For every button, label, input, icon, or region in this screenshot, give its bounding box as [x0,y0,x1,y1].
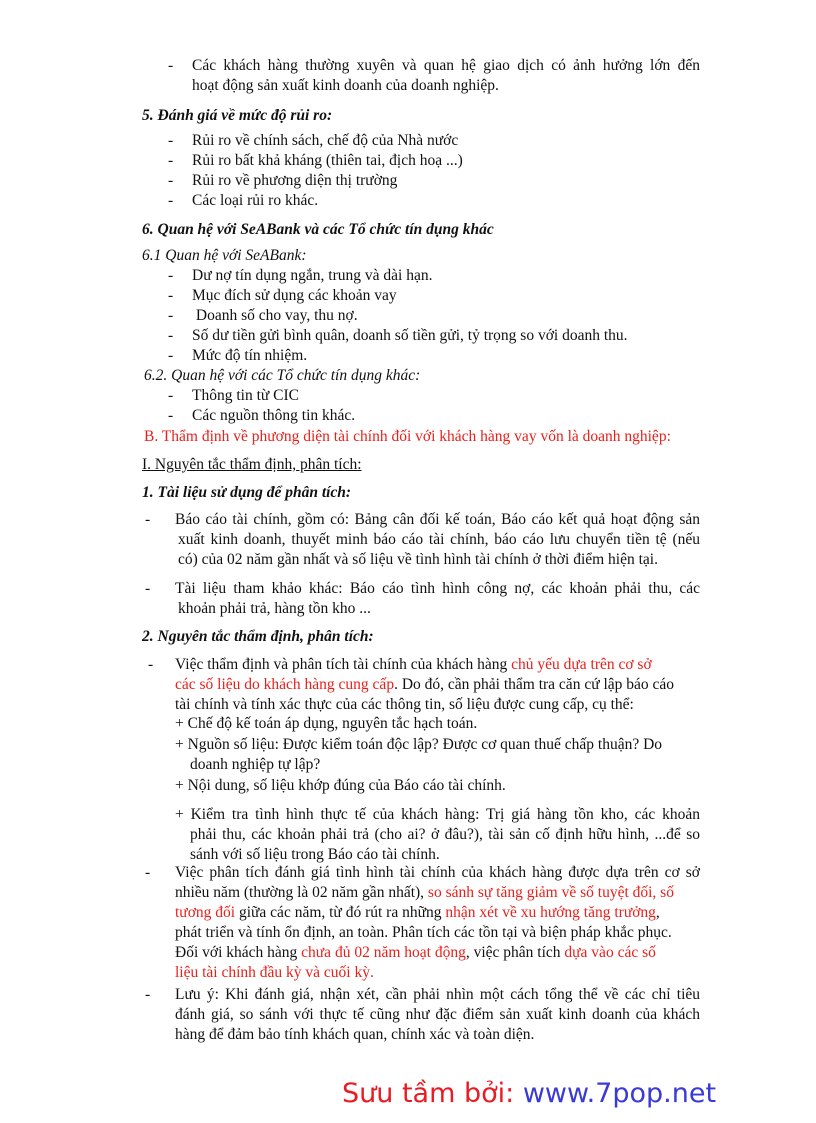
section-5-heading: 5. Đánh giá về mức độ rủi ro: [142,107,333,124]
source-watermark [342,1072,716,1116]
section-6-1-item: Dư nợ tín dụng ngắn, trung và dài hạn. [192,267,433,284]
bullet-dash: - [168,192,174,209]
subsection-1-para-1-line: xuất kinh doanh, thuyết minh báo cáo tài chính, báo cáo lưu chuyển tiền tệ (nếu [178,531,700,548]
bullet-dash: - [168,347,174,364]
section-5-item: Rủi ro bất khả kháng (thiên tai, địch hoạ ...) [192,152,463,169]
subsection-2-para-2-line-1: Việc phân tích đánh giá tình hình tài chính của khách hàng được dựa trên cơ sở [175,864,700,881]
subsection-2-para-3-line-1: Lưu ý: Khi đánh giá, nhận xét, cần phải nhìn một cách tổng thể về các chỉ tiêu [175,986,700,1003]
subsection-2-para-1-line-1: Việc thẩm định và phân tích tài chính của khách hàng chủ yếu dựa trên cơ sở [175,656,652,673]
bullet-dash: - [168,152,174,169]
bullet-dash: - [168,287,174,304]
section-5-item: Rủi ro về chính sách, chế độ của Nhà nước [192,132,459,149]
section-6-2-item: Các nguồn thông tin khác. [192,407,356,424]
bullet-dash: - [148,656,154,673]
subsection-2-para-2-line-6: liệu tài chính đầu kỳ và cuối kỳ. [175,964,374,981]
section-6-1-item: Mục đích sử dụng các khoản vay [192,287,397,304]
section-6-2-subheading: 6.2. Quan hệ với các Tổ chức tín dụng khác: [144,367,421,384]
bullet-dash: - [168,387,174,404]
section-6-heading: 6. Quan hệ với SeABank và các Tổ chức tín dụng khác [142,221,494,238]
bullet-dash: - [168,267,174,284]
part-i-heading: I. Nguyên tắc thẩm định, phân tích: [142,456,362,473]
bullet-dash: - [145,986,151,1003]
intro-line-1: Các khách hàng thường xuyên và quan hệ giao dịch có ảnh hưởng lớn đến [192,57,700,74]
section-5-item: Rủi ro về phương diện thị trường [192,172,398,189]
subsection-2-para-1-line-3: tài chính và tính xác thực của các thông tin, số liệu được cung cấp, cụ thể: [175,696,634,713]
subsection-2-para-2-line-4: phát triển và tính ổn định, an toàn. Phân tích các tồn tại và biện pháp khắc phục. [175,924,672,941]
section-6-2-item: Thông tin từ CIC [192,387,300,404]
bullet-dash: - [145,511,151,528]
bullet-dash: - [168,407,174,424]
watermark-label: Sưu tầm bởi: [342,1078,523,1109]
plus-item-source-line-1: + Nguồn số liệu: Được kiểm toán độc lập? Được cơ quan thuế chấp thuận? Do [175,736,663,753]
plus-item-accounting: + Chế độ kế toán áp dụng, nguyên tắc hạch toán. [175,715,478,732]
plus-item-check-line-3: sánh với số liệu trong Báo cáo tài chính. [190,846,440,863]
bullet-dash: - [168,327,174,344]
bullet-dash: - [168,132,174,149]
subsection-1-para-2-line: khoản phải trả, hàng tồn kho ... [178,600,371,617]
bullet-dash: - [145,864,151,881]
plus-item-check-line-1: + Kiểm tra tình hình thực tế của khách hàng: Trị giá hàng tồn kho, các khoản [175,806,700,823]
bullet-dash: - [168,57,174,74]
subsection-1-heading: 1. Tài liệu sử dụng để phân tích: [142,484,352,501]
plus-item-content: + Nội dung, số liệu khớp đúng của Báo cáo tài chính. [175,777,506,794]
section-6-1-item: Doanh số cho vay, thu nợ. [192,307,358,324]
section-5-item: Các loại rủi ro khác. [192,192,319,209]
subsection-2-para-2-line-3: tương đối giữa các năm, từ đó rút ra những nhận xét về xu hướng tăng trưởng, [175,904,660,921]
section-6-1-item: Số dư tiền gửi bình quân, doanh số tiền gửi, tỷ trọng so với doanh thu. [192,327,628,344]
subsection-2-heading: 2. Nguyên tắc thẩm định, phân tích: [142,628,374,645]
subsection-2-para-3-line-2: đánh giá, so sánh với thực tế cũng như đặc điểm sản xuất kinh doanh của khách [175,1006,700,1023]
watermark-site-link[interactable]: www.7pop.net [522,1078,717,1109]
plus-item-source-line-2: doanh nghiệp tự lập? [190,756,321,773]
subsection-1-para-1-line: có) của 02 năm gần nhất và số liệu về tình hình tài chính ở thời điểm hiện tại. [178,551,658,568]
bullet-dash: - [168,172,174,189]
section-6-1-subheading: 6.1 Quan hệ với SeABank: [142,247,307,264]
part-b-heading: B. Thẩm định về phương diện tài chính đối với khách hàng vay vốn là doanh nghiệp: [144,428,671,445]
section-6-1-item: Mức độ tín nhiệm. [192,347,308,364]
subsection-2-para-1-line-2: các số liệu do khách hàng cung cấp. Do đó, cần phải thẩm tra căn cứ lập báo cáo [175,676,675,693]
bullet-dash: - [145,580,151,597]
subsection-2-para-3-line-3: hàng để đảm bảo tính khách quan, chính xác và toàn diện. [175,1026,535,1043]
subsection-2-para-2-line-2: nhiều năm (thường là 02 năm gần nhất), so sánh sự tăng giảm về số tuyệt đối, số [175,884,674,901]
subsection-1-para-2-line: Tài liệu tham khảo khác: Báo cáo tình hình công nợ, các khoản phải thu, các [175,580,700,597]
subsection-1-para-1-line: Báo cáo tài chính, gồm có: Bảng cân đối kế toán, Báo cáo kết quả hoạt động sản [175,511,700,528]
subsection-2-para-2-line-5: Đối với khách hàng chưa đủ 02 năm hoạt động, việc phân tích dựa vào các số [175,944,656,961]
intro-line-2: hoạt động sản xuất kinh doanh của doanh nghiệp. [192,77,499,94]
bullet-dash: - [168,307,174,324]
plus-item-check-line-2: phải thu, các khoản phải trả (cho ai? ở đâu?), tài sản cố định hữu hình, ...để so [190,826,700,843]
